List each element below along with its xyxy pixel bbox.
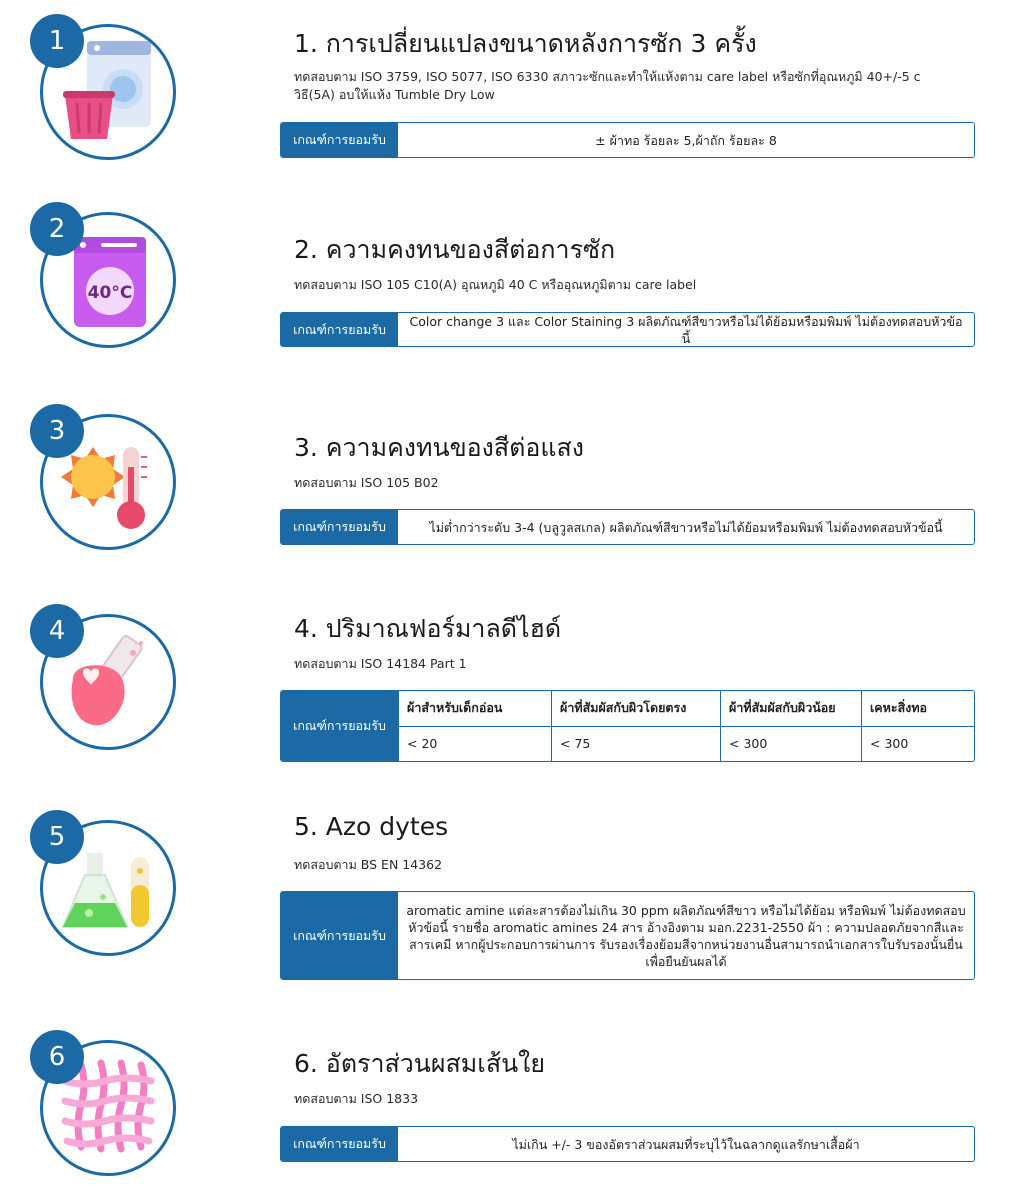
column-header: เคหะสิ่งทอ — [862, 691, 975, 726]
criteria-label: เกณฑ์การยอมรับ — [281, 892, 398, 979]
icon-temp-label: 40°C — [87, 283, 133, 303]
step-number: 5 — [30, 810, 84, 864]
criteria-label: เกณฑ์การยอมรับ — [281, 123, 398, 157]
table-cell: < 75 — [552, 726, 721, 761]
criteria-value: ไม่ต่ำกว่าระดับ 3-4 (บลูวูลสเกล) ผลิตภัณฑ์สีขาวหรือไม่ได้ย้อมหรือมพิมพ์ ไม่ต้องทดสอบหัวข้อนี้ — [429, 519, 943, 535]
item-description: ทดสอบตาม ISO 105 B02 — [294, 475, 439, 490]
criteria-label: เกณฑ์การยอมรับ — [281, 1127, 398, 1161]
criteria-box — [280, 1126, 975, 1162]
criteria-label: เกณฑ์การยอมรับ — [281, 510, 398, 544]
item-description: ทดสอบตาม BS EN 14362 — [294, 857, 443, 872]
step-number: 1 — [30, 14, 84, 68]
criteria-label: เกณฑ์การยอมรับ — [281, 313, 398, 346]
item-title: 6. อัตราส่วนผสมเส้นใย — [294, 1049, 546, 1078]
item-title: 1. การเปลี่ยนแปลงขนาดหลังการซัก 3 ครั้ง — [294, 29, 757, 58]
item-description: ทดสอบตาม ISO 3759, ISO 5077, ISO 6330 สภาวะซักและทำให้แห้งตาม care label หรือซักที่อุณหภูมิ 40+/-5 c วิธี(5A) อบให้แห้ง Tumble Dry Low — [294, 69, 921, 102]
column-header: ผ้าที่สัมผัสกับผิวโดยตรง — [552, 691, 721, 726]
column-header: ผ้าที่สัมผัสกับผิวน้อย — [721, 691, 862, 726]
criteria-value: aromatic amine แต่ละสารต้องไม่เกิน 30 ppm ผลิตภัณฑ์สีขาว หรือไม่ได้ย้อม หรือพิมพ์ ไม่ต้องทดสอบหัวข้อนี้ รายชื่อ aromatic amines 24 สาร อ้างอิงตาม มอก.2231-2550 ผ้า : ความปลอดภัยจากสีและสารเคมี หากผู้ประกอบการผ่านการ รับรองเรื่องย้อมสีจากหน่วยงานอื่นสามารถนำเอกสารใบรับรองนั้นยื่นเพื่อยืนยันผลได้ — [406, 902, 966, 969]
item-title: 3. ความคงทนของสีต่อแสง — [294, 433, 584, 462]
step-number: 6 — [30, 1030, 84, 1084]
item-description: ทดสอบตาม ISO 14184 Part 1 — [294, 656, 467, 671]
table-header-row — [399, 691, 975, 726]
test-icon-1 — [30, 14, 182, 166]
step-number: 3 — [30, 404, 84, 458]
test-icon-3 — [30, 404, 182, 556]
column-header: ผ้าสำหรับเด็กอ่อน — [399, 691, 552, 726]
step-number: 2 — [30, 202, 84, 256]
formaldehyde-limits-table — [398, 691, 974, 761]
step-number: 4 — [30, 604, 84, 658]
item-description: ทดสอบตาม ISO 105 C10(A) อุณหภูมิ 40 C หรืออุณหภูมิตาม care label — [294, 277, 697, 292]
item-title: 4. ปริมาณฟอร์มาลดีไฮด์ — [294, 614, 562, 643]
criteria-box — [280, 509, 975, 545]
criteria-box — [280, 690, 975, 762]
test-icon-6 — [30, 1030, 182, 1182]
test-icon-2 — [30, 202, 182, 354]
criteria-value: Color change 3 และ Color Staining 3 ผลิตภัณฑ์สีขาวหรือไม่ได้ย้อมหรือมพิมพ์ ไม่ต้องทดสอบหัวข้อนี้ — [409, 313, 963, 346]
table-cell: < 300 — [721, 726, 862, 761]
criteria-box — [280, 891, 975, 980]
criteria-label: เกณฑ์การยอมรับ — [281, 691, 398, 761]
criteria-value: ไม่เกิน +/- 3 ของอัตราส่วนผสมที่ระบุไว้ในฉลากดูแลรักษาเสื้อผ้า — [512, 1136, 860, 1152]
test-icon-5 — [30, 810, 182, 962]
criteria-value: ± ผ้าทอ ร้อยละ 5,ผ้าถัก ร้อยละ 8 — [595, 132, 777, 148]
table-cell: < 300 — [862, 726, 975, 761]
table-row — [399, 726, 975, 761]
test-icon-4 — [30, 604, 182, 756]
item-title: 5. Azo dytes — [294, 812, 449, 841]
criteria-box — [280, 312, 975, 347]
table-cell: < 20 — [399, 726, 552, 761]
criteria-box — [280, 122, 975, 158]
item-title: 2. ความคงทนของสีต่อการซัก — [294, 235, 616, 264]
item-description: ทดสอบตาม ISO 1833 — [294, 1091, 419, 1106]
